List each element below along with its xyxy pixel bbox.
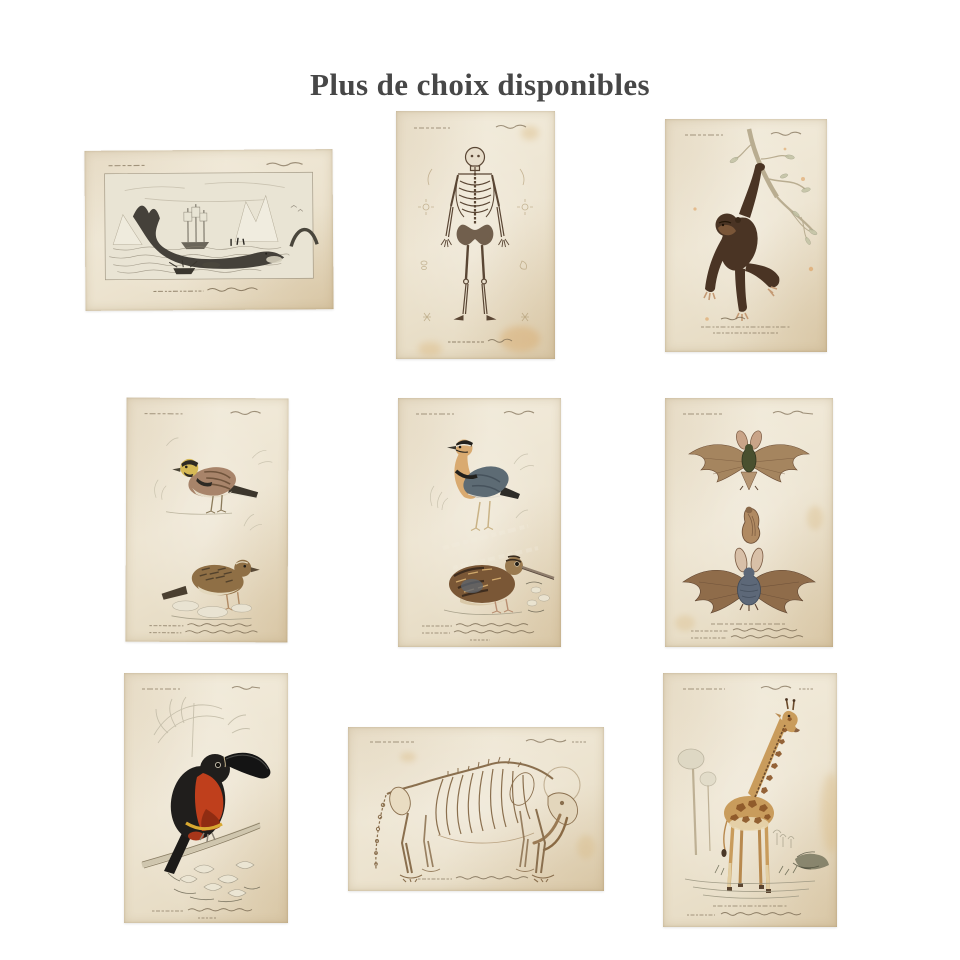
human-skeleton-engraving-image <box>396 111 555 359</box>
bats-engraving-image <box>665 398 833 647</box>
larks-engraving-image <box>125 398 288 643</box>
product-card-whale-engraving[interactable] <box>84 149 333 311</box>
giraffe-engraving-image <box>663 673 837 927</box>
toucan-engraving-image <box>124 673 288 923</box>
chimpanzee-engraving-image <box>665 119 827 352</box>
product-card-elephant-skeleton-engraving[interactable] <box>348 727 604 891</box>
product-card-plover-woodcock-engraving[interactable] <box>398 398 561 647</box>
plover-woodcock-engraving-image <box>398 398 561 647</box>
product-card-giraffe-engraving[interactable] <box>663 673 837 927</box>
product-card-bats-engraving[interactable] <box>665 398 833 647</box>
page-title: Plus de choix disponibles <box>310 66 650 102</box>
product-card-larks-engraving[interactable] <box>125 398 288 643</box>
product-card-chimpanzee-engraving[interactable] <box>665 119 827 352</box>
elephant-skeleton-engraving-image <box>348 727 604 891</box>
whale-engraving-image <box>84 149 333 311</box>
product-card-human-skeleton-engraving[interactable] <box>396 111 555 359</box>
product-card-toucan-engraving[interactable] <box>124 673 288 923</box>
